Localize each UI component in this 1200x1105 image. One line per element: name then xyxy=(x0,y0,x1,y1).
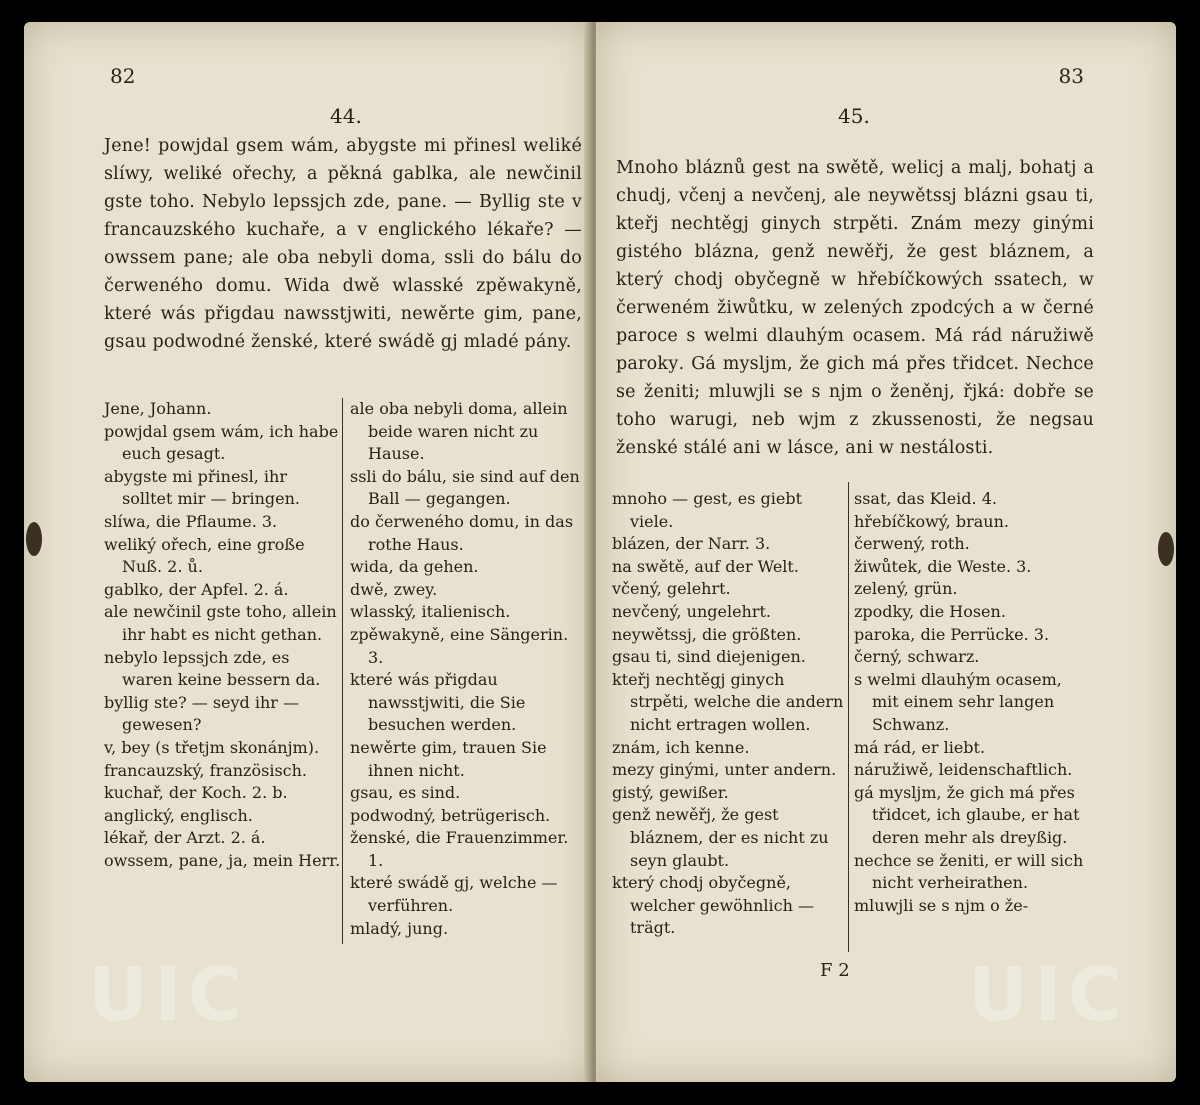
vocab-column-2 xyxy=(350,398,582,940)
vocab-entry: lékař, der Arzt. 2. á. xyxy=(104,828,266,848)
vocab-entry: znám, ich kenne. xyxy=(612,737,750,757)
vocab-entry: ale newčinil gste toho, allein ihr habt es nicht gethan. xyxy=(104,602,337,644)
vocab-entry: včený, gelehrt. xyxy=(612,579,731,599)
vocab-entry: náružiwě, leidenschaftlich. xyxy=(854,760,1073,780)
vocab-entry: gsau, es sind. xyxy=(350,783,461,803)
vocab-entry: v, bey (s třetjm skonánjm). xyxy=(104,737,320,757)
page-number: 82 xyxy=(110,64,136,88)
vocab-entry: ssat, das Kleid. 4. xyxy=(854,489,997,508)
vocab-entry: kteřj nechtěgj ginych strpěti, welche die andern nicht ertragen wollen. xyxy=(612,669,844,734)
vocab-entry: weliký ořech, eine große Nuß. 2. ů. xyxy=(104,534,305,577)
vocab-entry: powjdal gsem wám, ich habe euch gesagt. xyxy=(104,421,339,464)
vocab-entry: owssem, pane, ja, mein Herr. xyxy=(104,850,341,870)
binding-hole xyxy=(1158,532,1174,566)
watermark: UIC xyxy=(968,952,1128,1038)
vocab-entry: gistý, gewißer. xyxy=(612,782,729,802)
vocab-entry: mluwjli se s njm o že- xyxy=(854,895,1029,915)
page-number: 83 xyxy=(1058,64,1084,88)
vocab-entry: zpěwakyně, eine Sängerin. 3. xyxy=(350,624,569,667)
vocab-entry: s welmi dlauhým ocasem, mit einem sehr langen Schwanz. xyxy=(854,669,1062,734)
vocab-entry: nechce se ženiti, er will sich nicht verheirathen. xyxy=(854,850,1084,893)
vocab-entry: mladý, jung. xyxy=(350,918,449,938)
vocab-entry: gablko, der Apfel. 2. á. xyxy=(104,579,289,599)
vocab-column-1 xyxy=(104,398,342,872)
vocab-column-2 xyxy=(854,488,1090,917)
vocab-entry: abygste mi přinesl, ihr solltet mir — bringen. xyxy=(104,466,301,509)
entry-number: 44. xyxy=(330,104,362,128)
vocab-entry: dwě, zwey. xyxy=(350,579,438,599)
column-divider xyxy=(848,482,849,952)
binding-hole xyxy=(26,522,42,556)
vocab-entry: do čerweného domu, in das rothe Haus. xyxy=(350,511,574,554)
vocab-entry: zpodky, die Hosen. xyxy=(854,601,1006,621)
vocab-entry: na swětě, auf der Welt. xyxy=(612,556,799,576)
vocab-entry: ženské, die Frauenzimmer. 1. xyxy=(350,828,569,870)
vocab-entry: wlasský, italienisch. xyxy=(350,602,511,622)
watermark: UIC xyxy=(88,952,248,1038)
vocab-column-1 xyxy=(612,488,844,940)
vocab-entry: které wás přigdau nawsstjwiti, die Sie besuchen werden. xyxy=(350,670,526,735)
vocab-entry: podwodný, betrügerisch. xyxy=(350,805,551,825)
vocab-entry: mnoho — gest, es giebt viele. xyxy=(612,489,803,531)
vocab-entry: paroka, die Perrücke. 3. xyxy=(854,624,1050,644)
signature-mark: F 2 xyxy=(820,960,850,981)
vocab-entry: anglický, englisch. xyxy=(104,805,253,825)
vocab-entry: francauzský, französisch. xyxy=(104,760,308,780)
main-text xyxy=(104,132,582,356)
entry-number: 45. xyxy=(838,104,870,128)
column-divider xyxy=(342,398,343,944)
vocab-entry: kuchař, der Koch. 2. b. xyxy=(104,783,288,803)
vocab-entry: newěrte gim, trauen Sie ihnen nicht. xyxy=(350,737,547,780)
vocab-entry: slíwa, die Pflaume. 3. xyxy=(104,511,278,531)
vocab-entry: ssli do bálu, sie sind auf den Ball — gegangen. xyxy=(350,466,580,509)
vocab-entry: wida, da gehen. xyxy=(350,557,479,577)
left-page xyxy=(24,22,592,1082)
vocab-entry: který chodj obyčegně, welcher gewöhnlich — trägt. xyxy=(612,873,814,938)
vocab-entry: neywětssj, die größten. xyxy=(612,624,802,644)
main-text-paragraph: Jene! powjdal gsem wám, abygste mi přinesl weliké slíwy, weliké ořechy, a pěkná gablka, ale newčinil gste toho. Nebylo lepssjch zde, pane. — Byllig ste v francauzského kuchaře, a v englického lékaře? — owssem pane; ale oba nebyli doma, ssli do bálu do čerweného domu. Wida dwě wlasské zpěwakyně, které wás přigdau nawsstjwiti, newěrte gim, pane, gsau podwodné ženské, které swádě gj mladé pány. xyxy=(104,136,582,352)
vocab-entry: genž newěřj, že gest bláznem, der es nicht zu seyn glaubt. xyxy=(612,805,829,870)
main-text-paragraph: Mnoho bláznů gest na swětě, welicj a malj, bohatj a chudj, včenj a nevčenj, ale neywětssj blázni gsau ti, kteřj nechtěgj ginych strpěti. Znám mezy ginými gistého blázna, genž newěřj, že gest bláznem, a který chodj obyčegně w hřebíčkowých ssatech, w čerweném žiwůtku, w zelených zpodcých a w černé paroce s welmi dlauhým ocasem. Má rád náružiwě parokу. Gá myslјm, že gich má přes třidcet. Nechce se ženiti; mluwjli se s njm o ženěnj, řjká: dobře se toho warugi, neb wjm z zkussenosti, že negsau ženské stálé ani w lásce, ani w nestálosti. xyxy=(616,158,1094,458)
right-page xyxy=(596,22,1176,1082)
vocab-entry: má rád, er liebt. xyxy=(854,737,986,757)
vocab-entry: nebylo lepssjch zde, es waren keine bessern da. xyxy=(104,647,321,690)
vocab-entry: čerwený, roth. xyxy=(854,534,970,554)
main-text xyxy=(616,154,1094,462)
vocab-entry: mezy ginými, unter andern. xyxy=(612,760,837,780)
vocab-entry: byllig ste? — seyd ihr — gewesen? xyxy=(104,692,300,735)
vocab-entry: ale oba nebyli doma, allein beide waren nicht zu Hause. xyxy=(350,399,568,464)
vocab-entry: které swádě gj, welche — verführen. xyxy=(350,873,558,916)
vocab-entry: gá myslјm, že gich má přes třidcet, ich glaube, er hat deren mehr als dreyßig. xyxy=(854,782,1080,847)
vocab-entry: hřebíčkowý, braun. xyxy=(854,511,1009,531)
vocab-entry: černý, schwarz. xyxy=(854,647,980,667)
vocab-entry: gsau ti, sind diejenigen. xyxy=(612,647,806,667)
vocab-entry: Jene, Johann. xyxy=(104,399,212,418)
vocab-entry: nevčený, ungelehrt. xyxy=(612,601,772,621)
vocab-entry: blázen, der Narr. 3. xyxy=(612,534,771,554)
vocab-entry: zelený, grün. xyxy=(854,579,958,599)
vocab-entry: žiwůtek, die Weste. 3. xyxy=(854,556,1032,576)
